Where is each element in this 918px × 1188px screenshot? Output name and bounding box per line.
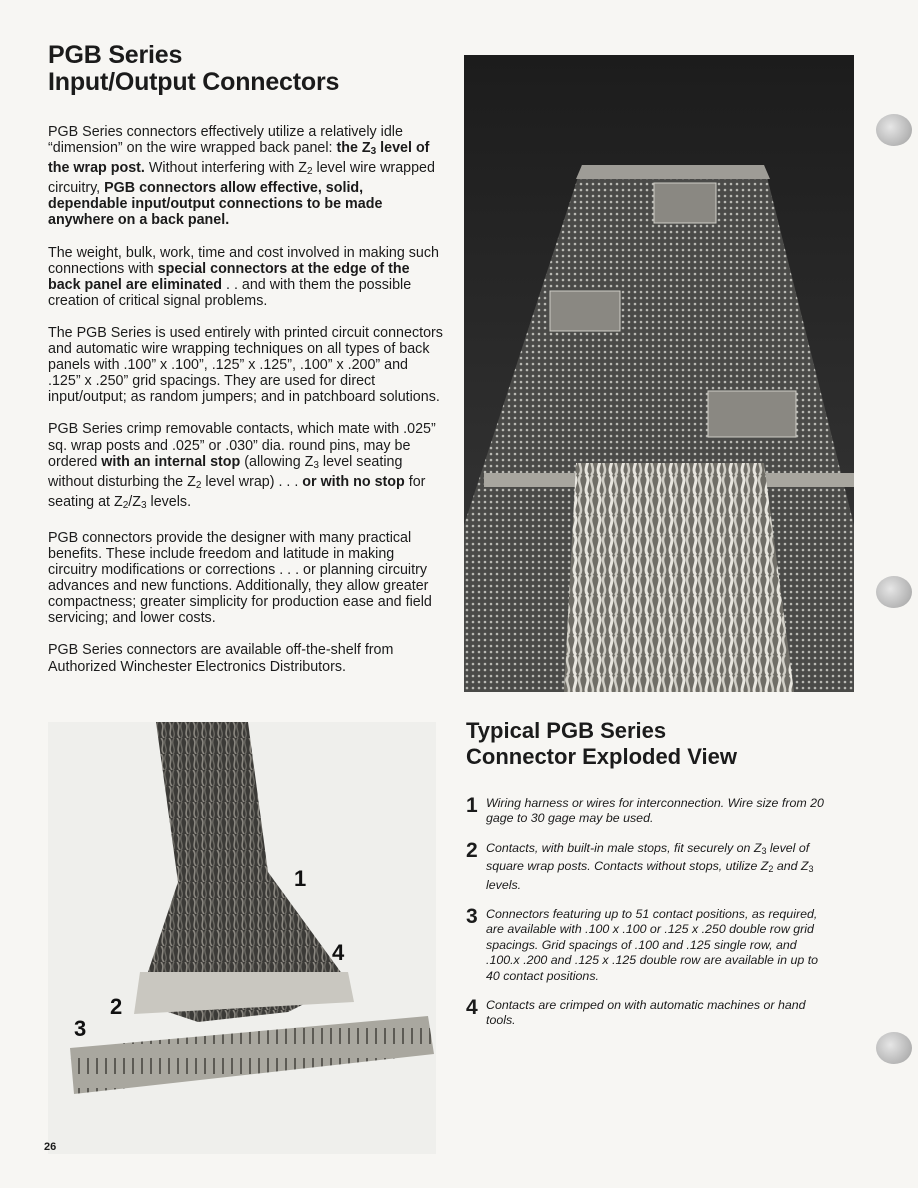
- photo-callout-1: 1: [294, 866, 307, 891]
- step-number: 2: [466, 838, 478, 862]
- text-run: Without interfering with Z: [144, 160, 308, 177]
- step-item: [466, 907, 826, 984]
- text-run: 3: [370, 146, 377, 158]
- text-run: level wire wrapped circuitry,: [48, 160, 435, 197]
- text-run: The weight, bulk, work, time and cost involved in making such connections with: [48, 244, 439, 277]
- text-run: (allowing Z: [240, 453, 314, 470]
- step-item: [466, 838, 826, 893]
- page-number: 26: [44, 1141, 57, 1153]
- photo-callout-4: 4: [332, 940, 345, 965]
- text-run: 2: [768, 864, 774, 875]
- step-text: [486, 796, 824, 825]
- paragraph-grid-spacings: [48, 325, 444, 405]
- text-run: PGB Series connectors effectively utilize a relatively idle “dimension” on the wire wrapped back panel:: [48, 124, 403, 157]
- connector-exploded-illustration: [48, 722, 436, 1154]
- step-number: 3: [466, 905, 478, 929]
- exploded-view-heading-line-2: Connector Exploded View: [466, 744, 737, 769]
- text-run: Contacts, with built-in male stops, fit securely on Z: [486, 840, 762, 855]
- paragraph-cost-savings: [48, 245, 444, 309]
- text-run: levels.: [146, 493, 192, 510]
- body-text: [48, 124, 444, 691]
- photo-callout-2: 2: [110, 994, 123, 1019]
- paragraph-crimp-contacts: [48, 421, 444, 513]
- step-text: [486, 907, 818, 983]
- text-run: Contacts are crimped on with automatic machines or hand tools.: [486, 998, 806, 1028]
- text-run: and Z: [773, 859, 809, 874]
- text-run: PGB connectors allow effective, solid, dependable input/output connections to be made anywhere on a back panel.: [48, 180, 383, 229]
- page-title-line-1: PGB Series: [48, 41, 183, 69]
- binder-hole-middle: [876, 576, 912, 608]
- text-run: special connectors at the edge of the back panel are eliminated: [48, 260, 410, 293]
- text-run: 2: [122, 499, 129, 511]
- text-run: . . and with them the possible creation of critical signal problems.: [48, 276, 412, 309]
- text-run: PGB Series connectors are available off-the-shelf from Authorized Winchester Electronics Distributors.: [48, 642, 394, 675]
- exploded-view-heading-line-1: Typical PGB Series: [466, 718, 667, 743]
- text-run: with an internal stop: [101, 453, 241, 470]
- text-run: PGB Series crimp removable contacts, which mate with .025” sq. wrap posts and .025” or .030” dia. round pins, may be ordered: [48, 421, 436, 470]
- text-run: 3: [313, 459, 319, 471]
- exploded-view-steps: [466, 796, 826, 1043]
- exploded-view-heading: [466, 718, 737, 770]
- text-run: Wiring harness or wires for interconnection. Wire size from 20 gage to 30 gage may be used.: [486, 796, 824, 826]
- text-run: level of square wrap posts. Contacts without stops, utilize Z: [486, 840, 810, 874]
- text-run: 3: [808, 864, 814, 875]
- back-panel-photo: [464, 55, 854, 692]
- text-run: level seating without disturbing the Z: [48, 453, 403, 490]
- text-run: 3: [140, 499, 147, 511]
- page-title-line-2: Input/Output Connectors: [48, 68, 340, 96]
- photo-callout-3: 3: [74, 1016, 87, 1041]
- text-run: the Z: [336, 140, 371, 157]
- step-item: [466, 796, 826, 827]
- step-item: [466, 998, 826, 1029]
- step-text: [486, 841, 814, 892]
- text-run: PGB connectors provide the designer with many practical benefits. These include freedom and latitude in making circuitry modifications or corrections . . . or planning circuitry advances and new functions. Additionally, they allow greater compactness; greater simplicity for production ease and field servicing; and lower costs.: [48, 529, 432, 627]
- step-text: [486, 998, 806, 1027]
- text-run: level of the wrap post.: [48, 140, 430, 177]
- step-number: 1: [466, 794, 478, 817]
- text-run: 2: [307, 166, 313, 178]
- paragraph-z3-dimension: [48, 124, 444, 229]
- text-run: levels.: [486, 877, 522, 892]
- back-panel-illustration: [464, 55, 854, 692]
- text-run: for seating at Z: [48, 473, 426, 510]
- text-run: level wrap) . . .: [201, 473, 303, 490]
- text-run: 2: [195, 479, 202, 491]
- text-run: or with no stop: [302, 473, 405, 490]
- step-number: 4: [466, 996, 478, 1020]
- binder-hole-bottom: [876, 1032, 912, 1064]
- connector-exploded-photo: [48, 722, 436, 1154]
- page-title: [48, 42, 339, 96]
- text-run: /Z: [128, 493, 141, 510]
- paragraph-availability: [48, 642, 444, 674]
- binder-hole-top: [876, 114, 912, 146]
- text-run: 3: [761, 845, 767, 856]
- text-run: The PGB Series is used entirely with printed circuit connectors and automatic wire wrapping techniques on all types of back panels with .100” x .100”, .125” x .125”, .100” x .200” and .125” x .250” grid spacings. They are used for direct input/output; as random jumpers; and in patchboard solutions.: [48, 324, 443, 406]
- text-run: Connectors featuring up to 51 contact positions, as required, are available with .100 x .100 or .125 x .250 double row grid spacings. Grid spacings of .100 and .125 single row, and .100.x .200 and .125 x .125 double row are available in up to 40 contact positions.: [486, 907, 819, 983]
- paragraph-benefits: [48, 530, 444, 627]
